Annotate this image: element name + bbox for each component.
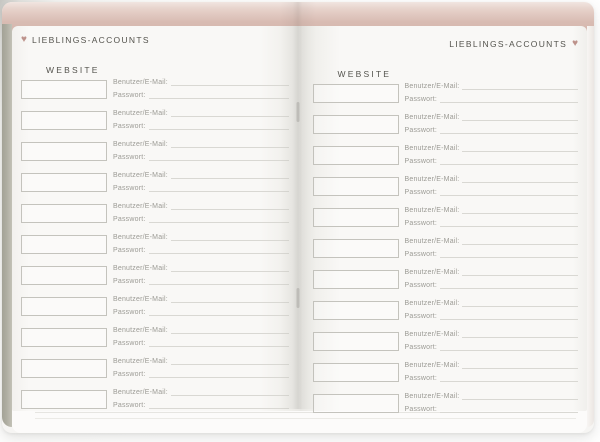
account-fields <box>113 260 289 286</box>
website-entry-box <box>313 84 399 103</box>
website-entry-box <box>21 390 107 409</box>
website-entry-box <box>313 301 399 320</box>
password-field <box>405 401 579 414</box>
account-row <box>313 84 579 104</box>
website-entry-box <box>21 173 107 192</box>
user-email-writing-line <box>171 395 289 396</box>
user-email-field <box>113 384 289 397</box>
user-email-field <box>405 78 579 91</box>
user-email-field <box>113 229 289 242</box>
user-email-writing-line <box>462 244 578 245</box>
user-email-field <box>405 140 579 153</box>
password-label: Passwort: <box>113 154 146 161</box>
user-email-label: Benutzer/E-Mail: <box>404 207 460 214</box>
password-field <box>113 335 289 348</box>
password-label: Passwort: <box>404 189 438 196</box>
account-row <box>313 239 579 259</box>
user-email-writing-line <box>462 182 578 183</box>
user-email-writing-line <box>171 240 289 241</box>
password-label: Passwort: <box>113 309 146 316</box>
user-email-label: Benutzer/E-Mail: <box>113 389 168 396</box>
account-row <box>313 208 579 228</box>
password-field <box>113 180 289 193</box>
user-email-field <box>405 264 579 277</box>
user-email-field <box>113 353 289 366</box>
password-writing-line <box>440 102 578 103</box>
notebook-cover-right-edge <box>587 26 594 427</box>
website-entry-box <box>21 359 107 378</box>
account-fields <box>405 357 579 383</box>
user-email-field <box>405 202 579 215</box>
user-email-field <box>113 260 289 273</box>
user-email-label: Benutzer/E-Mail: <box>113 234 168 241</box>
password-label: Passwort: <box>404 158 438 165</box>
password-label: Passwort: <box>113 371 146 378</box>
page-left-content <box>12 26 300 411</box>
password-label: Passwort: <box>113 402 146 409</box>
account-fields <box>405 264 579 290</box>
page-edge-line <box>35 418 576 419</box>
password-field <box>113 87 289 100</box>
website-entry-box <box>21 235 107 254</box>
account-row <box>21 111 289 131</box>
password-label: Passwort: <box>113 247 146 254</box>
user-email-label: Benutzer/E-Mail: <box>404 145 460 152</box>
password-label: Passwort: <box>404 375 438 382</box>
password-writing-line <box>149 346 289 347</box>
password-writing-line <box>440 412 578 413</box>
user-email-writing-line <box>171 209 289 210</box>
user-email-label: Benutzer/E-Mail: <box>404 269 460 276</box>
user-email-writing-line <box>462 275 578 276</box>
account-row <box>21 204 289 224</box>
password-writing-line <box>149 408 289 409</box>
user-email-writing-line <box>171 271 289 272</box>
password-label: Passwort: <box>404 406 438 413</box>
user-email-writing-line <box>462 368 578 369</box>
password-notebook <box>2 2 594 433</box>
account-fields <box>113 353 289 379</box>
user-email-writing-line <box>462 306 578 307</box>
website-entry-box <box>21 204 107 223</box>
password-writing-line <box>440 288 578 289</box>
user-email-writing-line <box>462 337 578 338</box>
password-field <box>113 273 289 286</box>
account-rows <box>21 80 289 410</box>
website-entry-box <box>313 115 399 134</box>
password-field <box>405 339 579 352</box>
account-row <box>21 80 289 100</box>
password-field <box>113 397 289 410</box>
account-fields <box>405 202 579 228</box>
user-email-field <box>113 291 289 304</box>
password-field <box>405 91 579 104</box>
account-row <box>21 266 289 286</box>
account-row <box>21 297 289 317</box>
account-fields <box>405 388 579 414</box>
user-email-writing-line <box>171 302 289 303</box>
website-entry-box <box>21 142 107 161</box>
website-entry-box <box>313 239 399 258</box>
password-writing-line <box>440 164 578 165</box>
password-label: Passwort: <box>113 123 146 130</box>
password-writing-line <box>440 257 578 258</box>
website-column-label: WEBSITE <box>337 69 392 79</box>
password-label: Passwort: <box>113 216 146 223</box>
user-email-writing-line <box>462 213 578 214</box>
password-field <box>113 242 289 255</box>
password-label: Passwort: <box>404 220 438 227</box>
account-fields <box>405 78 579 104</box>
user-email-field <box>113 136 289 149</box>
user-email-label: Benutzer/E-Mail: <box>404 114 460 121</box>
account-row <box>21 359 289 379</box>
user-email-field <box>405 109 579 122</box>
user-email-writing-line <box>171 364 289 365</box>
password-label: Passwort: <box>404 96 438 103</box>
password-writing-line <box>440 350 578 351</box>
user-email-field <box>405 357 579 370</box>
password-writing-line <box>149 129 289 130</box>
password-writing-line <box>440 319 578 320</box>
password-label: Passwort: <box>404 313 438 320</box>
password-field <box>405 277 579 290</box>
user-email-label: Benutzer/E-Mail: <box>404 83 460 90</box>
password-label: Passwort: <box>404 127 438 134</box>
user-email-label: Benutzer/E-Mail: <box>404 300 460 307</box>
page-right <box>300 26 588 411</box>
account-row <box>313 177 579 197</box>
account-row <box>313 270 579 290</box>
password-field <box>405 122 579 135</box>
user-email-field <box>113 167 289 180</box>
user-email-field <box>113 105 289 118</box>
account-row <box>313 394 579 414</box>
password-field <box>405 246 579 259</box>
account-fields <box>405 233 579 259</box>
account-row <box>21 235 289 255</box>
user-email-field <box>113 322 289 335</box>
user-email-label: Benutzer/E-Mail: <box>404 393 460 400</box>
account-fields <box>405 171 579 197</box>
account-fields <box>113 384 289 410</box>
password-field <box>113 149 289 162</box>
password-field <box>113 304 289 317</box>
password-label: Passwort: <box>404 251 438 258</box>
page-title: LIEBLINGS-ACCOUNTS <box>31 34 150 45</box>
user-email-label: Benutzer/E-Mail: <box>404 362 460 369</box>
user-email-writing-line <box>171 333 289 334</box>
user-email-field <box>405 388 579 401</box>
account-row <box>21 173 289 193</box>
password-writing-line <box>149 284 289 285</box>
account-fields <box>113 105 289 131</box>
account-row <box>313 115 579 135</box>
password-field <box>405 153 579 166</box>
heart-icon: ♥ <box>21 34 27 45</box>
user-email-writing-line <box>171 85 289 86</box>
password-writing-line <box>149 315 289 316</box>
page-left <box>12 26 300 411</box>
user-email-label: Benutzer/E-Mail: <box>404 238 460 245</box>
user-email-field <box>405 233 579 246</box>
page-title: LIEBLINGS-ACCOUNTS <box>449 38 568 49</box>
password-label: Passwort: <box>113 185 146 192</box>
password-field <box>405 215 579 228</box>
password-field <box>113 118 289 131</box>
password-writing-line <box>149 160 289 161</box>
user-email-field <box>405 326 579 339</box>
password-field <box>113 211 289 224</box>
user-email-writing-line <box>171 147 289 148</box>
password-writing-line <box>440 226 578 227</box>
website-entry-box <box>21 111 107 130</box>
user-email-field <box>405 295 579 308</box>
user-email-label: Benutzer/E-Mail: <box>113 203 168 210</box>
notebook-cover-left-edge <box>2 24 12 427</box>
password-field <box>113 366 289 379</box>
website-entry-box <box>21 80 107 99</box>
user-email-label: Benutzer/E-Mail: <box>113 265 168 272</box>
password-writing-line <box>149 191 289 192</box>
user-email-field <box>113 74 289 87</box>
password-field <box>405 184 579 197</box>
account-row <box>313 301 579 321</box>
user-email-writing-line <box>462 151 578 152</box>
account-rows <box>313 84 579 414</box>
account-fields <box>113 136 289 162</box>
website-entry-box <box>21 297 107 316</box>
account-fields <box>113 229 289 255</box>
password-label: Passwort: <box>404 282 438 289</box>
account-fields <box>405 140 579 166</box>
page-right-content <box>300 26 588 411</box>
website-entry-box <box>313 146 399 165</box>
account-row <box>21 142 289 162</box>
website-entry-box <box>313 177 399 196</box>
website-entry-box <box>21 266 107 285</box>
password-label: Passwort: <box>113 92 146 99</box>
account-row <box>313 146 579 166</box>
website-entry-box <box>313 394 399 413</box>
account-row <box>313 363 579 383</box>
user-email-field <box>405 171 579 184</box>
page-left-header <box>21 34 289 46</box>
password-label: Passwort: <box>113 340 146 347</box>
password-writing-line <box>440 195 578 196</box>
password-writing-line <box>149 98 289 99</box>
website-entry-box <box>313 208 399 227</box>
account-fields <box>113 291 289 317</box>
account-row <box>21 328 289 348</box>
user-email-label: Benutzer/E-Mail: <box>113 141 168 148</box>
spine-stitch-mark <box>297 288 300 308</box>
user-email-writing-line <box>462 399 578 400</box>
spine-stitch-mark <box>297 102 300 122</box>
account-fields <box>113 198 289 224</box>
website-column-label: WEBSITE <box>46 65 100 75</box>
website-entry-box <box>21 328 107 347</box>
user-email-label: Benutzer/E-Mail: <box>404 176 460 183</box>
user-email-label: Benutzer/E-Mail: <box>113 79 168 86</box>
password-writing-line <box>149 377 289 378</box>
website-entry-box <box>313 332 399 351</box>
heart-icon: ♥ <box>572 38 578 49</box>
account-fields <box>113 74 289 100</box>
page-right-header <box>313 38 579 50</box>
password-label: Passwort: <box>113 278 146 285</box>
password-writing-line <box>440 381 578 382</box>
user-email-writing-line <box>462 89 578 90</box>
account-row <box>21 390 289 410</box>
user-email-label: Benutzer/E-Mail: <box>113 172 168 179</box>
user-email-field <box>113 198 289 211</box>
account-fields <box>405 295 579 321</box>
user-email-label: Benutzer/E-Mail: <box>113 110 168 117</box>
password-label: Passwort: <box>404 344 438 351</box>
password-field <box>405 308 579 321</box>
password-writing-line <box>149 222 289 223</box>
password-writing-line <box>149 253 289 254</box>
user-email-label: Benutzer/E-Mail: <box>113 358 168 365</box>
user-email-writing-line <box>171 178 289 179</box>
user-email-writing-line <box>171 116 289 117</box>
user-email-label: Benutzer/E-Mail: <box>113 327 168 334</box>
account-fields <box>405 109 579 135</box>
password-writing-line <box>440 133 578 134</box>
account-fields <box>405 326 579 352</box>
website-entry-box <box>313 363 399 382</box>
account-fields <box>113 167 289 193</box>
account-row <box>313 332 579 352</box>
account-fields <box>113 322 289 348</box>
website-entry-box <box>313 270 399 289</box>
user-email-label: Benutzer/E-Mail: <box>404 331 460 338</box>
open-spread <box>12 26 587 411</box>
password-field <box>405 370 579 383</box>
user-email-writing-line <box>462 120 578 121</box>
user-email-label: Benutzer/E-Mail: <box>113 296 168 303</box>
